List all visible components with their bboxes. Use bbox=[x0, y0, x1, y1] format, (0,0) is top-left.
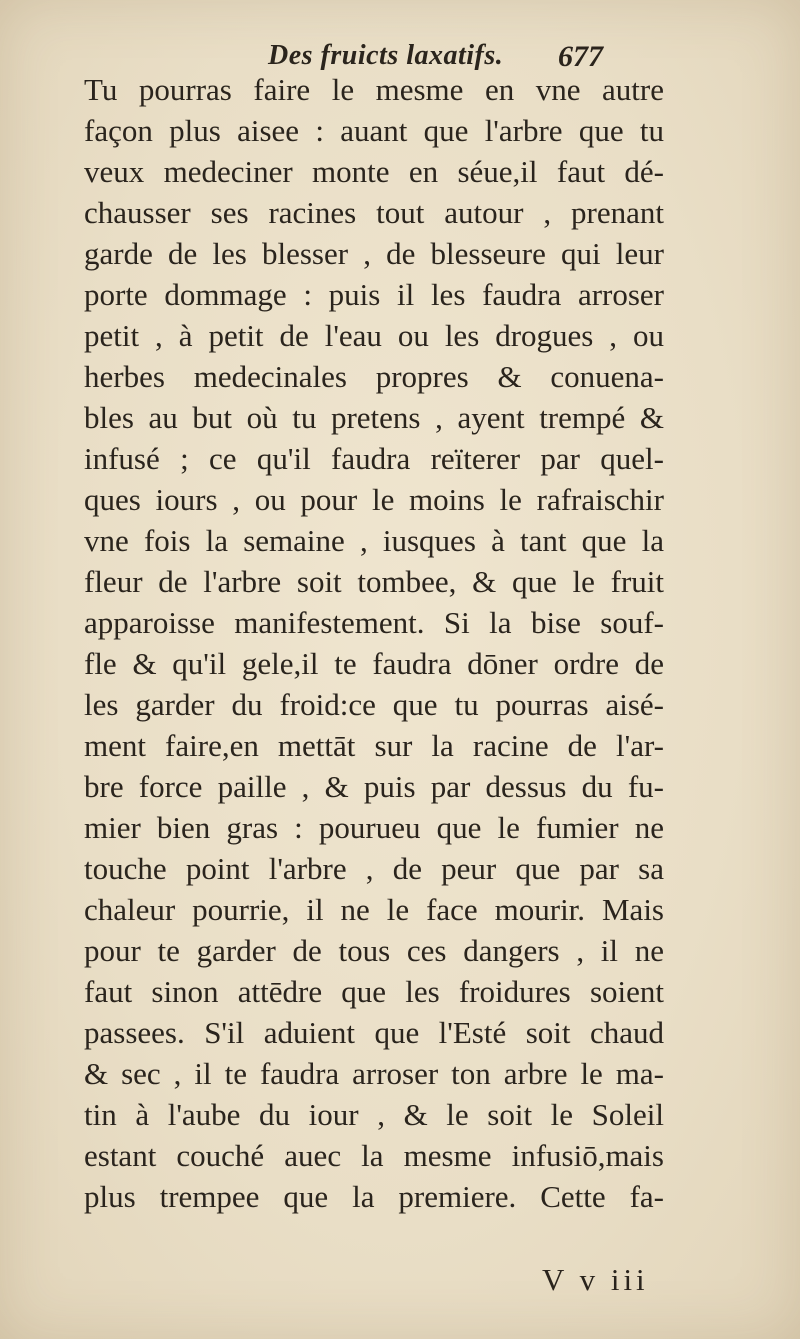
text-line: chausser ses racines tout autour , prenant bbox=[84, 195, 664, 230]
text-line: fleur de l'arbre soit tombee, & que le fruit bbox=[84, 564, 664, 599]
text-line: ques iours , ou pour le moins le rafraischir bbox=[84, 482, 664, 517]
page-number: 677 bbox=[558, 40, 603, 73]
text-line: mier bien gras : pourueu que le fumier ne bbox=[84, 810, 664, 845]
text-line: pour te garder de tous ces dangers , il ne bbox=[84, 933, 664, 968]
text-line: bles au but où tu pretens , ayent trempé & bbox=[84, 400, 664, 435]
text-line: les garder du froid:ce que tu pourras aisé- bbox=[84, 687, 664, 722]
signature-mark: V v iii bbox=[542, 1262, 649, 1297]
text-line: façon plus aisee : auant que l'arbre que tu bbox=[84, 113, 664, 148]
text-line: chaleur pourrie, il ne le face mourir. Mais bbox=[84, 892, 664, 927]
running-head-title: Des fruicts laxatifs. bbox=[268, 40, 504, 71]
text-line: garde de les blesser , de blesseure qui leur bbox=[84, 236, 664, 271]
text-line: & sec , il te faudra arroser ton arbre le ma- bbox=[84, 1056, 664, 1091]
text-line: bre force paille , & puis par dessus du fu- bbox=[84, 769, 664, 804]
text-line: apparoisse manifestement. Si la bise souf- bbox=[84, 605, 664, 640]
text-line: veux medeciner monte en séue,il faut dé- bbox=[84, 154, 664, 189]
text-line: ment faire,en mettāt sur la racine de l'ar- bbox=[84, 728, 664, 763]
text-line: vne fois la semaine , iusques à tant que la bbox=[84, 523, 664, 558]
text-line: faut sinon attēdre que les froidures soient bbox=[84, 974, 664, 1009]
text-line: estant couché auec la mesme infusiō,mais bbox=[84, 1138, 664, 1173]
text-line: infusé ; ce qu'il faudra reïterer par quel- bbox=[84, 441, 664, 476]
text-line: fle & qu'il gele,il te faudra dōner ordre de bbox=[84, 646, 664, 681]
text-line: porte dommage : puis il les faudra arroser bbox=[84, 277, 664, 312]
text-line: plus trempee que la premiere. Cette fa- bbox=[84, 1179, 664, 1214]
text-line: herbes medecinales propres & conuena- bbox=[84, 359, 664, 394]
text-line: Tu pourras faire le mesme en vne autre bbox=[84, 72, 664, 107]
text-line: tin à l'aube du iour , & le soit le Soleil bbox=[84, 1097, 664, 1132]
text-line: passees. S'il aduient que l'Esté soit chaud bbox=[84, 1015, 664, 1050]
text-line: touche point l'arbre , de peur que par sa bbox=[84, 851, 664, 886]
text-line: petit , à petit de l'eau ou les drogues , ou bbox=[84, 318, 664, 353]
